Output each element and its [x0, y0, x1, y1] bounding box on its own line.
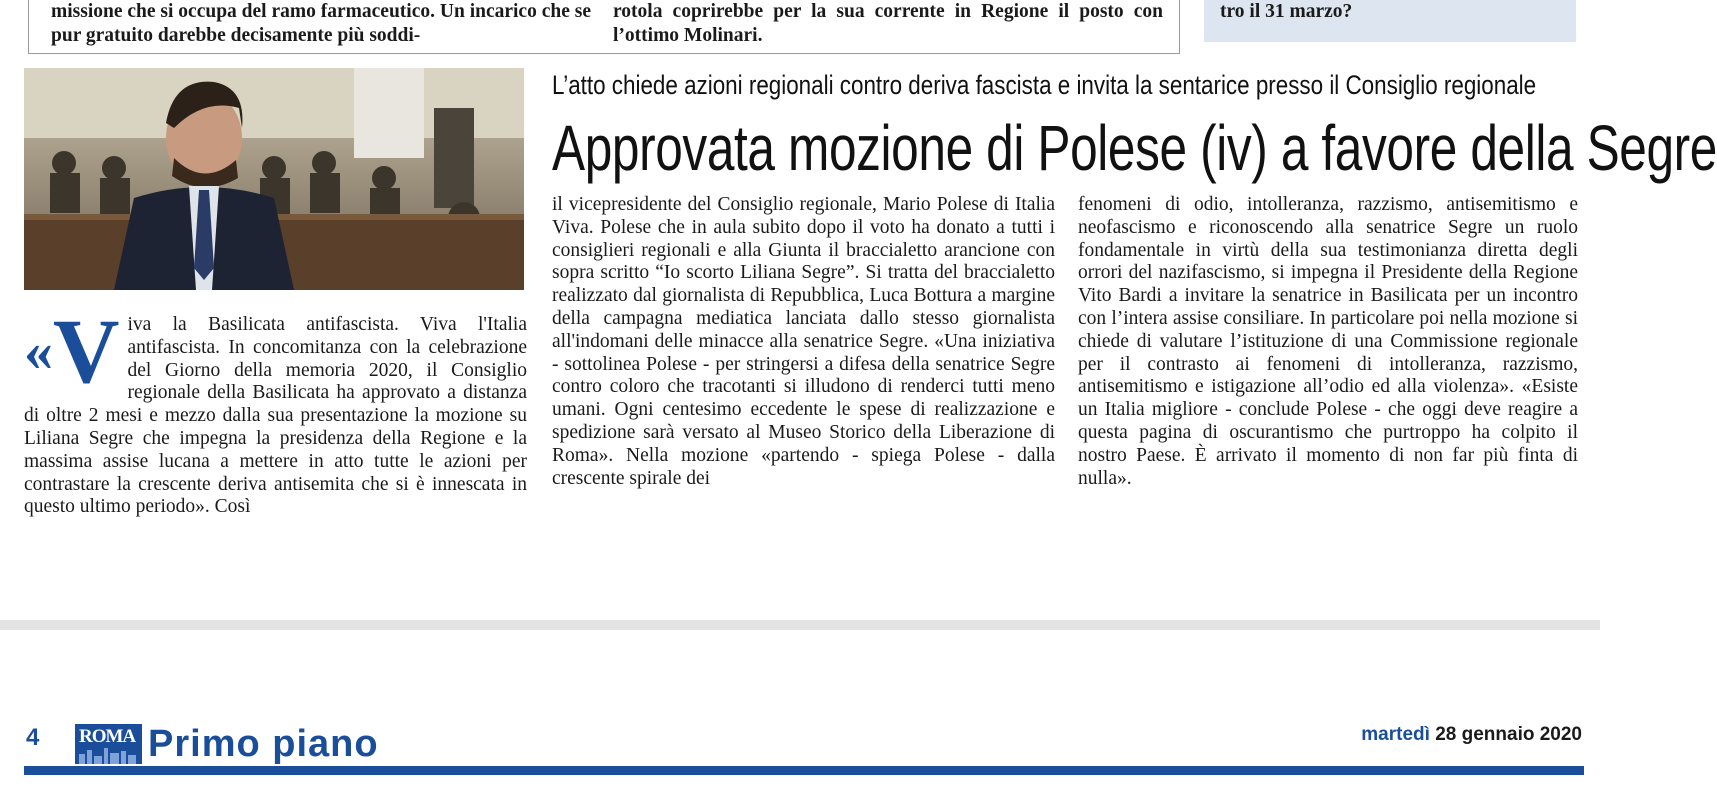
side-box-text: tro il 31 marzo?	[1220, 1, 1353, 22]
skyline-icon	[75, 724, 142, 764]
article-kicker: L’atto chiede azioni regionali contro deriva fascista e invita la sentarice presso il Consiglio regionale	[552, 70, 1537, 100]
article-column-1	[24, 300, 527, 519]
previous-article-col-2: rotola coprirebbe per la sua corrente in Regione il posto con l’ottimo Molinari.	[613, 1, 1163, 46]
previous-article-box	[28, 0, 1180, 54]
previous-article-col-1: missione che si occupa del ramo farmaceutico. Un incarico che se pur gratuito darebbe decisamente più soddi-	[51, 1, 591, 46]
article-headline: Approvata mozione di Polese (iv) a favore della Segre	[552, 112, 1717, 184]
page-number: 4	[26, 724, 40, 751]
roma-logo-text: ROMA	[79, 726, 136, 747]
drop-cap	[24, 300, 120, 402]
issue-date	[1361, 724, 1582, 746]
side-box	[1204, 0, 1576, 42]
article-column-3	[1078, 194, 1578, 490]
article-column-3-text: fenomeni di odio, intolleranza, razzismo, antisemitismo e neofascismo e riconoscendo alla senatrice Segre un ruolo fondamentale in virtù della sua testimonianza diretta degli orrori del nazifascismo, si impegna il Presidente della Regione Vito Bardi a invitare la senatrice in Basilicata per un incontro con l’intera assise consiliare. In particolare poi nella mozione si chiede di valutare l’istituzione di una Commissione regionale per il contrasto ai fenomeni di intolleranza, razzismo, antisemitismo e istigazione all’odio ed alla violenza». «Esiste un Italia migliore - conclude Polese - che oggi deve reagire a questa pagina di oscurantismo che purtroppo ha colpito il nostro Paese. È arrivato il momento di non far più finta di nulla».	[1078, 194, 1578, 489]
page-divider	[0, 620, 1600, 630]
article-column-1-text: iva la Basilicata antifascista. Viva l'Italia antifascista. In concomitanza con la celebrazione del Giorno della memoria 2020, il Consiglio regionale della Basilicata ha approvato a distanza di oltre 2 mesi e mezzo dalla sua presentazione la mozione su Liliana Segre che impegna la presidenza della Regione e la massima assise lucana a mettere in atto tutte le azioni per contrastare la crescente deriva antisemita che si è innescata in questo ultimo periodo». Così	[24, 314, 527, 518]
council-hall-photo	[24, 68, 524, 290]
issue-date-text: 28 gennaio 2020	[1435, 724, 1582, 745]
section-title: Primo piano	[148, 723, 379, 765]
footer-bar	[24, 766, 1584, 775]
drop-cap-quote: «	[24, 318, 53, 383]
article-photo	[24, 68, 524, 290]
drop-cap-letter: V	[53, 300, 120, 402]
roma-logo	[75, 724, 142, 764]
article-column-2-text: il vicepresidente del Consiglio regionale, Mario Polese di Italia Viva. Polese che in aula subito dopo il voto ha donato a tutti i consiglieri regionali e alla Giunta il braccialetto arancione con sopra scritto “Io scorto Liliana Segre”. Si tratta del braccialetto realizzato dal giornalista di Repubblica, Luca Bottura a margine della campagna mediatica lanciata dallo stesso giornalista all'indomani delle minacce alla senatrice Segre. «Una iniziativa - sottolinea Polese - per stringersi a difesa della senatrice Segre contro coloro che tracotanti si illudono di renderci tutti meno umani. Ogni centesimo eccedente le spese di realizzazione e spedizione sarà versato al Museo Storico della Liberazione di Roma». Nella mozione «partendo - spiega Polese - dalla crescente spirale dei	[552, 194, 1055, 489]
issue-weekday: martedì	[1361, 724, 1430, 745]
article-column-2	[552, 194, 1055, 490]
